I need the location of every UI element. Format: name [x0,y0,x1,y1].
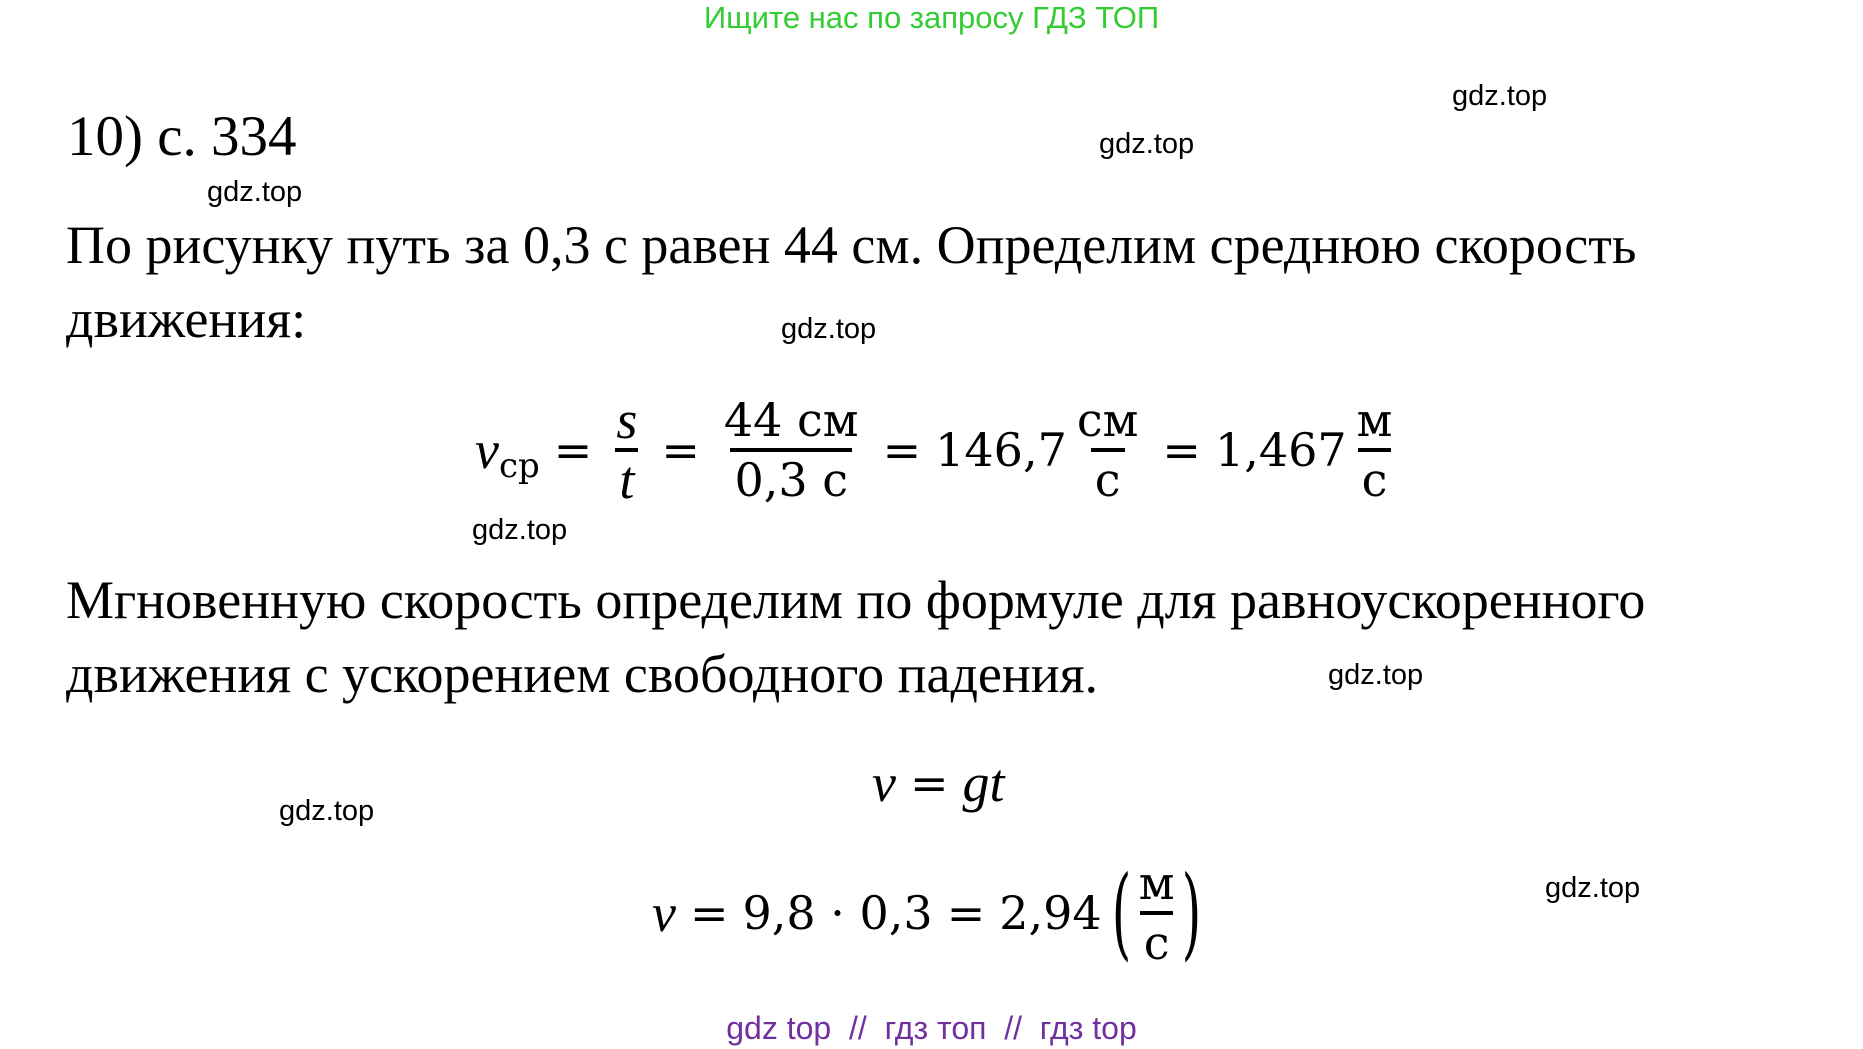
watermark: gdz.top [279,795,375,827]
denominator: 0,3 с [730,448,852,508]
equals-sign: = [946,886,986,940]
equals-sign: = [689,886,729,940]
watermark: gdz.top [207,176,303,208]
equals-sign: = [1162,423,1201,477]
paragraph-2-line-2: движения с ускорением свободного падения. [66,644,1099,704]
paragraph-1-line-1: По рисунку путь за 0,3 с равен 44 см. Определим среднюю скорость [66,215,1637,275]
average-speed-formula [475,392,1402,508]
watermark: gdz.top [1545,872,1641,904]
exercise-title: 10) с. 334 [67,105,297,168]
velocity-subscript: ср [498,446,540,486]
value-cm-per-s: 146,7 [935,423,1067,477]
denominator: t [615,448,638,508]
paragraph-1-line-2: движения: [66,289,307,349]
denominator: с [1358,448,1392,508]
watermark: gdz.top [781,313,877,345]
denominator: с [1091,448,1125,508]
right-parenthesis: ) [1182,854,1202,971]
numerator: s [616,390,638,450]
unit-cm-per-s [1073,392,1143,508]
watermark: gdz.top [1452,80,1548,112]
velocity-symbol: v [872,753,896,813]
value-m-per-s: 1,467 [1214,423,1347,477]
numerator: см [1076,393,1139,447]
numerator: 44 см [723,393,859,447]
denominator: с [1140,911,1174,971]
watermark: gdz.top [472,514,568,546]
search-banner: Ищите нас по запросу ГДЗ ТОП [703,0,1160,35]
instant-speed-formula [872,752,1005,814]
left-parenthesis: ( [1111,854,1131,971]
fraction-s-over-t [612,392,641,508]
calculation-formula [652,855,1211,971]
unit-m-per-s [1135,855,1179,971]
footer-watermark: gdz top // гдз топ // гдз top [726,1010,1137,1046]
equals-sign: = [909,756,949,810]
equals-sign: = [882,423,922,477]
watermark: gdz.top [1099,128,1195,160]
velocity-symbol: v [652,883,676,943]
numerator: м [1356,393,1393,447]
paragraph-2-line-1: Мгновенную скорость определим по формуле для равноускоренного [66,570,1646,630]
result-value: 2,94 [999,886,1102,940]
numerator: м [1138,856,1175,910]
equals-sign: = [661,423,700,477]
unit-m-per-s [1353,392,1397,508]
multiplication-expression: 9,8 · 0,3 [742,886,933,940]
velocity-symbol: v [475,420,499,480]
gt-expression: gt [962,753,1005,813]
fraction-distance-over-time [720,392,863,508]
equals-sign: = [553,423,593,477]
watermark: gdz.top [1328,659,1424,691]
